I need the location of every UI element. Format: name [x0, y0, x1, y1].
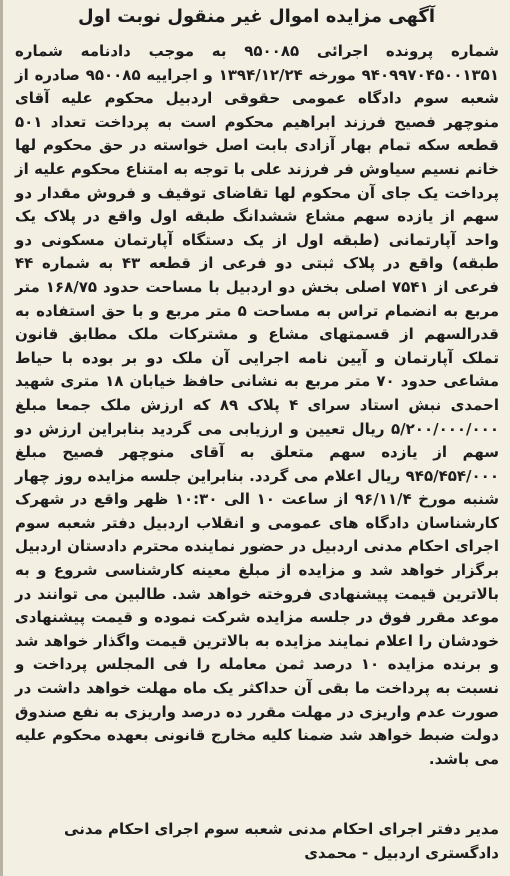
notice-body-text: شماره پرونده اجرائی ۹۵۰۰۸۵ به موجب دادنامه شماره ۹۴۰۹۹۷۰۴۵۰۰۱۳۵۱ مورخه ۱۳۹۴/۱۲/۲۴ و اجراییه ۹۵۰۰۸۵ صادره از شعبه سوم دادگاه عمومی حقوقی اردبیل محکوم علیه آقای منوچهر فصیح فرزند ابراهیم محکوم است به پرداخت تعداد ۵۰۱ قطعه سکه تمام بهار آزادی بابت اصل خواسته در حق محکوم لها خانم نسیم سیاوش فر فرزند علی با توجه به امتناع محکوم علیه از پرداخت یک جای آن محکوم لها تقاضای توقیف و فروش مقدار دو سهم از یازده سهم مشاع ششدانگ طبقه اول واقع در پلاک یک واحد آپارتمانی (طبقه اول از یک دستگاه آپارتمان مسکونی دو طبقه) واقع در پلاک ثبتی دو فرعی از قطعه ۴۳ به شماره ۴۴ فرعی از ۷۵۴۱ اصلی بخش دو اردبیل با مساحت حدود ۱۶۸/۷۵ متر مربع به انضمام تراس به مساحت ۵ متر مربع و با حق استفاده به قدرالسهم از قسمتهای مشاع و مشترکات ملک مطابق قانون تملک آپارتمان و آیین نامه اجرایی آن ملک دو بر بوده با حیاط مشاعی حدود ۷۰ متر مربع به نشانی حافظ خیابان ۱۸ متری شهید احمدی نبش استاد سرای ۴ پلاک ۸۹ که ارزش ملک جمعا مبلغ ۵/۲۰۰/۰۰۰/۰۰۰ ریال تعیین و ارزیابی می گردید بنابراین ارزش دو سهم از یازده سهم متعلق به آقای منوچهر فصیح مبلغ ۹۴۵/۴۵۴/۰۰۰ ریال اعلام می گردد. بنابراین جلسه مزایده روز چهار شنبه مورخ ۹۶/۱۱/۴ از ساعت ۱۰ الی ۱۰:۳۰ ظهر واقع در شهرک کارشناسان دادگاه های عمومی و انقلاب اردبیل دفتر شعبه سوم اجرای احکام مدنی اردبیل در حضور نماینده محترم دادستان اردبیل برگزار خواهد شد و مزایده از مبلغ معینه کارشناسی شروع و به بالاترین قیمت پیشنهادی فروخته خواهد شد. طالبین می توانند در موعد مقرر فوق در جلسه مزایده شرکت نموده و قیمت پیشنهادی خودشان را اعلام نمایند مزایده به بالاترین قیمت واگذار خواهد شد و برنده مزایده ۱۰ درصد ثمن معامله را فی المجلس پرداخت و نسبت به پرداخت ما بقی آن حداکثر یک ماه مهلت خواهد داشت در صورت عدم واریزی در مهلت مقرر ده درصد واریزی به نفع صندوق دولت ضبط خواهد شد ضمنا کلیه مخارج قانونی بعهده محکوم علیه می باشد.	[15, 42, 500, 768]
notice-title: آگهی مزایده اموال غیر منقول نوبت اول	[77, 6, 436, 27]
notice-signature: مدیر دفتر اجرای احکام مدنی شعبه سوم اجرای احکام مدنی دادگستری اردبیل - محمدی	[64, 820, 499, 862]
notice-body	[15, 40, 499, 771]
